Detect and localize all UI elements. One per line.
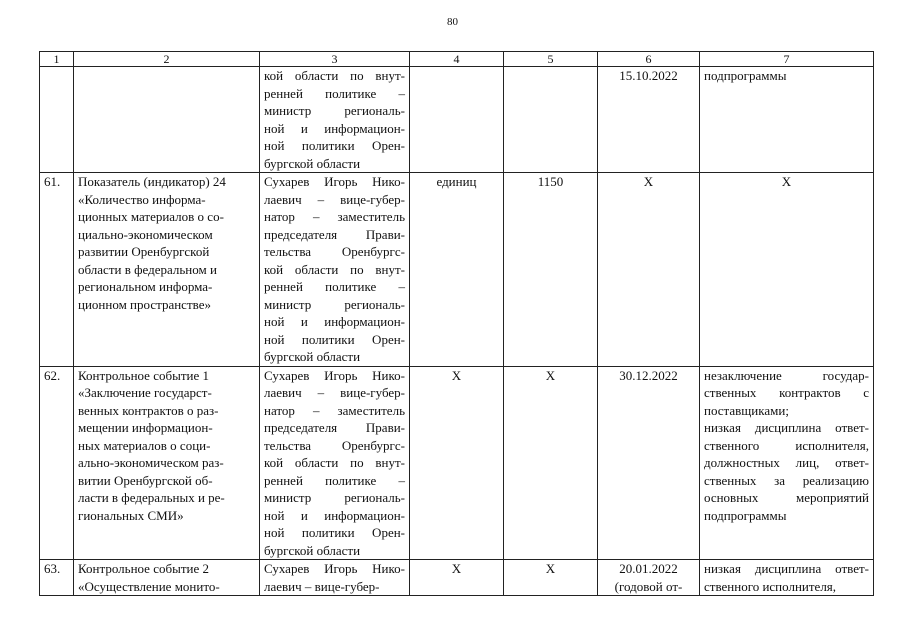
column-header: 2 <box>74 52 260 67</box>
responsible-line: ной политики Орен- <box>264 138 405 153</box>
responsible-line: бургской области <box>264 155 361 171</box>
row-number-cell: 63. <box>40 560 74 596</box>
row-number-cell <box>40 67 74 173</box>
responsible-line: министр региональ- <box>264 296 405 312</box>
risk-cell <box>700 173 874 367</box>
name-line: «Количество информа- <box>78 191 206 207</box>
responsible-line: ной и информацион- <box>264 120 405 136</box>
column-header: 1 <box>40 52 74 67</box>
table-header-row <box>40 52 874 67</box>
responsible-cell <box>260 366 410 560</box>
name-line: ционном пространстве» <box>78 296 211 312</box>
responsible-line: ной политики Орен- <box>264 331 405 347</box>
responsible-line: председателя Прави- <box>264 420 405 435</box>
responsible-line: министр региональ- <box>264 103 405 118</box>
responsible-line: ренней политике – <box>264 85 405 101</box>
risk-line: незаключение государ- <box>704 367 869 383</box>
risk-line: ственных за реализацию <box>704 472 869 488</box>
date-cell <box>598 366 700 560</box>
name-line: региональном информа- <box>78 279 213 294</box>
risk-line: ственного исполнителя, <box>704 437 869 453</box>
responsible-line: ной и информацион- <box>264 507 405 523</box>
name-line: Контрольное событие 1 <box>78 367 209 383</box>
date-line: 30.12.2022 <box>619 367 678 383</box>
name-line: гиональных СМИ» <box>78 507 184 523</box>
responsible-line: тельства Оренбургс- <box>264 437 405 453</box>
date-cell <box>598 560 700 596</box>
name-line: развитии Оренбургской <box>78 244 210 259</box>
value-cell: Х <box>504 366 598 560</box>
column-header: 5 <box>504 52 598 67</box>
page-number: 80 <box>447 16 458 28</box>
responsible-line: натор – заместитель <box>264 402 405 418</box>
responsible-line: ренней политике – <box>264 472 405 488</box>
responsible-line: бургской области <box>264 349 361 364</box>
date-cell <box>598 173 700 367</box>
responsible-line: лаевич – вице-губер- <box>264 191 405 207</box>
name-line: витии Оренбургской об- <box>78 472 213 488</box>
item-name-cell <box>74 366 260 560</box>
risk-line: подпрограммы <box>704 507 787 523</box>
row-number-cell: 62. <box>40 366 74 560</box>
risk-cell <box>700 67 874 173</box>
responsible-line: лаевич – вице-губер- <box>264 385 405 400</box>
item-name-cell <box>74 173 260 367</box>
name-line: ционных материалов о со- <box>78 209 224 224</box>
risk-line: Х <box>781 174 792 189</box>
name-line: «Заключение государст- <box>78 385 212 400</box>
name-line: мещении информацион- <box>78 420 213 435</box>
column-header: 7 <box>700 52 874 67</box>
responsible-line: кой области по внут- <box>264 68 405 83</box>
plan-table <box>39 51 874 596</box>
row-number-cell: 61. <box>40 173 74 367</box>
responsible-line: кой области по внут- <box>264 455 405 470</box>
date-cell <box>598 67 700 173</box>
responsible-line: ренней политике – <box>264 279 405 294</box>
responsible-cell <box>260 173 410 367</box>
responsible-line: Сухарев Игорь Нико- <box>264 561 405 576</box>
name-line: Показатель (индикатор) 24 <box>78 174 226 189</box>
responsible-line: натор – заместитель <box>264 209 405 224</box>
responsible-line: Сухарев Игорь Нико- <box>264 367 405 383</box>
responsible-line: тельства Оренбургс- <box>264 244 405 259</box>
responsible-line: кой области по внут- <box>264 261 405 277</box>
value-cell: 1150 <box>504 173 598 367</box>
name-line: Контрольное событие 2 <box>78 561 209 576</box>
risk-cell <box>700 366 874 560</box>
name-line: ально-экономическом раз- <box>78 455 224 470</box>
risk-line: низкая дисциплина ответ- <box>704 561 869 576</box>
responsible-line: ной и информацион- <box>264 314 405 329</box>
column-header: 4 <box>410 52 504 67</box>
column-header: 6 <box>598 52 700 67</box>
responsible-line: ной политики Орен- <box>264 525 405 540</box>
risk-line: ственного исполнителя, <box>704 578 837 594</box>
responsible-line: председателя Прави- <box>264 226 405 242</box>
item-name-cell <box>74 67 260 173</box>
table-row <box>40 366 874 560</box>
responsible-line: лаевич – вице-губер- <box>264 578 380 594</box>
risk-line: поставщиками; <box>704 402 789 418</box>
risk-line: основных мероприятий <box>704 490 869 505</box>
value-cell <box>504 67 598 173</box>
table-row <box>40 173 874 367</box>
table-row <box>40 67 874 173</box>
date-line: (годовой от- <box>614 578 683 594</box>
responsible-line: министр региональ- <box>264 490 405 505</box>
name-line: ных материалов о соци- <box>78 437 211 453</box>
item-name-cell <box>74 560 260 596</box>
responsible-line: бургской области <box>264 542 361 558</box>
risk-cell <box>700 560 874 596</box>
unit-cell <box>410 67 504 173</box>
unit-cell: Х <box>410 366 504 560</box>
responsible-line: Сухарев Игорь Нико- <box>264 174 405 189</box>
name-line: ласти в федеральных и ре- <box>78 490 225 505</box>
unit-cell: Х <box>410 560 504 596</box>
name-line: области в федеральном и <box>78 261 217 277</box>
responsible-cell <box>260 67 410 173</box>
risk-line: подпрограммы <box>704 68 787 83</box>
name-line: «Осуществление монито- <box>78 578 220 594</box>
date-line: Х <box>643 174 654 189</box>
date-line: 15.10.2022 <box>619 68 678 83</box>
risk-line: ственных контрактов с <box>704 385 869 400</box>
name-line: венных контрактов о раз- <box>78 402 219 418</box>
date-line: 20.01.2022 <box>619 561 678 576</box>
name-line: циально-экономическом <box>78 226 213 242</box>
risk-line: низкая дисциплина ответ- <box>704 420 869 435</box>
risk-line: должностных лиц, ответ- <box>704 455 869 470</box>
unit-cell: единиц <box>410 173 504 367</box>
value-cell: Х <box>504 560 598 596</box>
column-header: 3 <box>260 52 410 67</box>
responsible-cell <box>260 560 410 596</box>
table-row <box>40 560 874 596</box>
